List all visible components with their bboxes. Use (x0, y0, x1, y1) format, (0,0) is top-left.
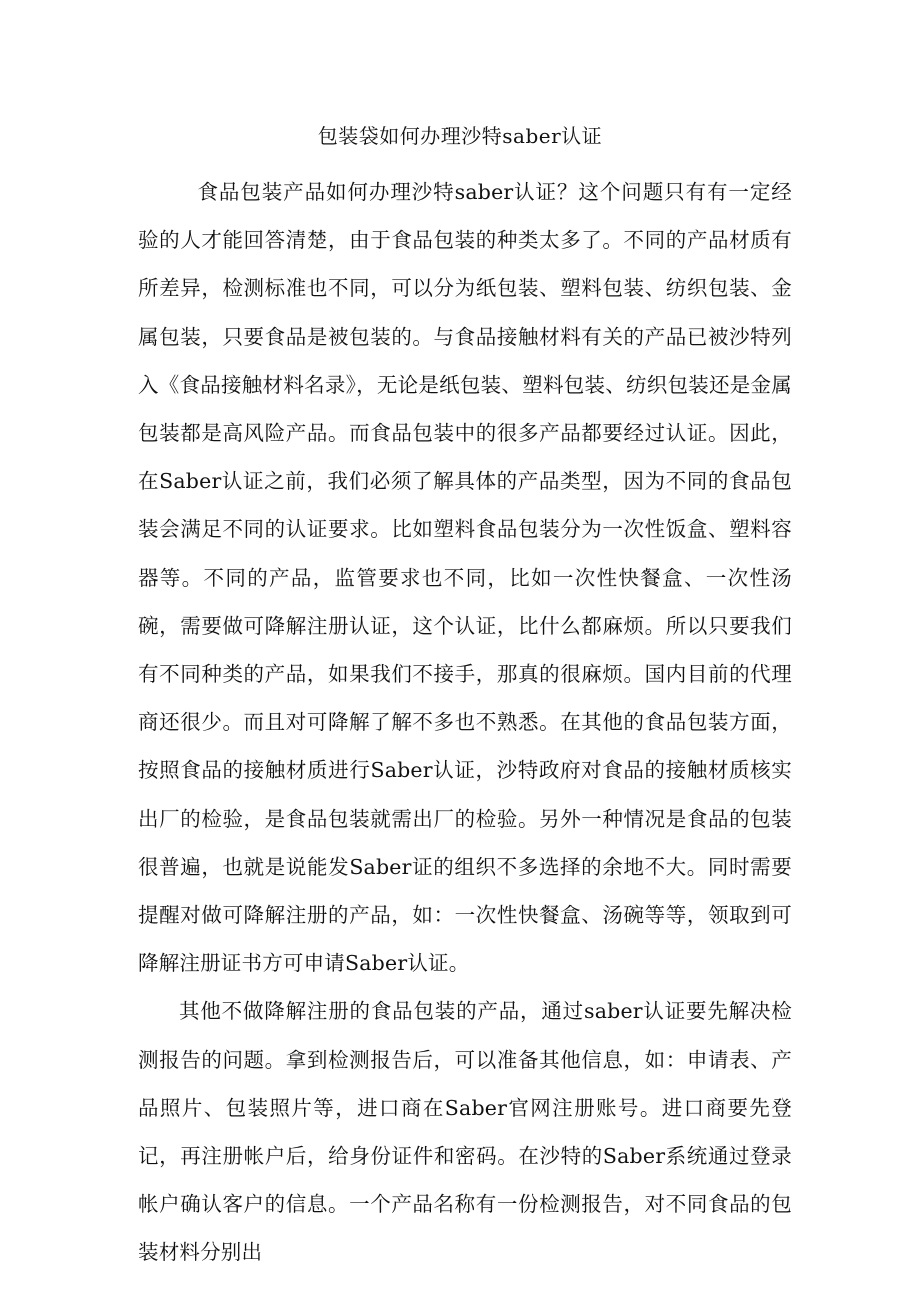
paragraph-2: 其他不做降解注册的食品包装的产品，通过saber认证要先解决检测报告的问题。拿到检测报告后，可以准备其他信息，如：申请表、产品照片、包装照片等，进口商在Saber官网注册账号。进口商要先登记，再注册帐户后，给身份证件和密码。在沙特的Saber系统通过登录帐户确认客户的信息。一个产品名称有一份检测报告，对不同食品的包装材料分别出 (138, 999, 792, 1265)
document-title: 包装袋如何办理沙特saber认证 (317, 124, 603, 148)
paragraph-1: 食品包装产品如何办理沙特saber认证？这个问题只有有一定经验的人才能回答清楚，由于食品包装的种类太多了。不同的产品材质有所差异，检测标准也不同，可以分为纸包装、塑料包装、纺织包装、金属包装，只要食品是被包装的。与食品接触材料有关的产品已被沙特列入《食品接触材料名录》，无论是纸包装、塑料包装、纺织包装还是金属包装都是高风险产品。而食品包装中的很多产品都要经过认证。因此，在Saber认证之前，我们必须了解具体的产品类型，因为不同的食品包装会满足不同的认证要求。比如塑料食品包装分为一次性饭盒、塑料容器等。不同的产品，监管要求也不同，比如一次性快餐盒、一次性汤碗，需要做可降解注册认证，这个认证，比什么都麻烦。所以只要我们有不同种类的产品，如果我们不接手，那真的很麻烦。国内目前的代理商还很少。而且对可降解了解不多也不熟悉。在其他的食品包装方面，按照食品的接触材质进行Saber认证，沙特政府对食品的接触材质核实出厂的检验，是食品包装就需出厂的检验。另外一种情况是食品的包装很普遍，也就是说能发Saber证的组织不多选择的余地不大。同时需要提醒对做可降解注册的产品，如：一次性快餐盒、汤碗等等，领取到可降解注册证书方可申请Saber认证。 (138, 180, 792, 976)
document-body (138, 168, 792, 1277)
